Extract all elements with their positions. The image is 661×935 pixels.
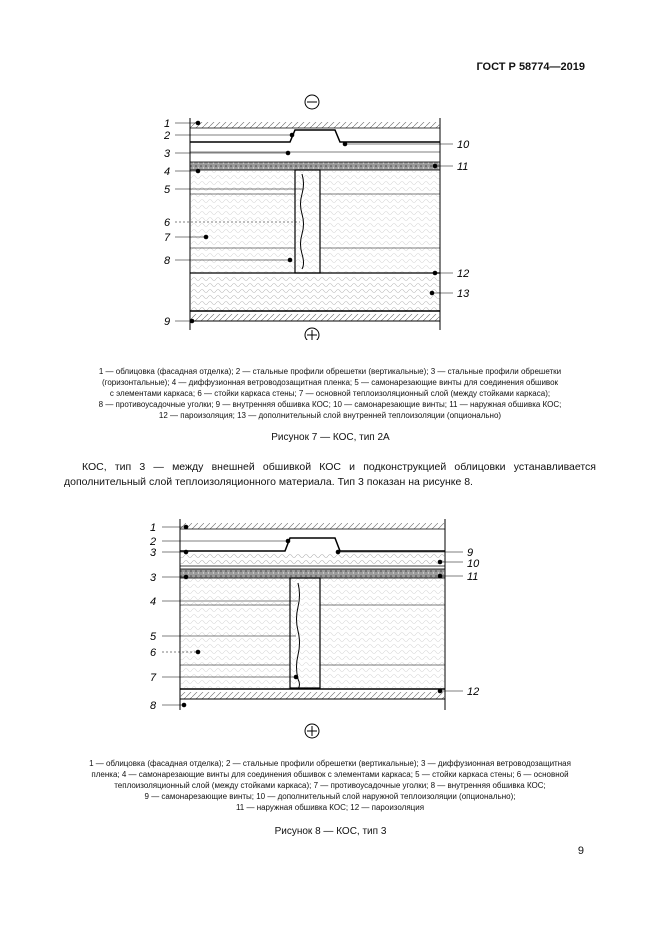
fig8-label-11: 11 <box>467 571 479 583</box>
caption-line: 9 — самонарезающие винты; 10 — дополнительный слой наружной теплоизоляции (опционально); <box>144 792 516 801</box>
caption-line: теплоизоляционный слой (между стойками каркаса); 7 — противоусадочные уголки; 8 — внутренняя обшивка КОС; <box>114 781 546 790</box>
fig8-label-4: 4 <box>150 596 157 608</box>
fig8-label-10: 10 <box>467 558 480 570</box>
fig7-label-4: 4 <box>164 166 171 178</box>
fig8-label-2: 2 <box>150 536 157 548</box>
fig8-label-12: 12 <box>467 686 480 698</box>
fig7-label-10: 10 <box>457 139 470 151</box>
caption-line: с элементами каркаса; 6 — стойки каркаса стены; 7 — основной теплоизоляционный слой (между стойками каркаса); <box>109 389 551 398</box>
figure-8-drawing <box>0 505 661 745</box>
fig7-label-3: 3 <box>164 148 171 160</box>
caption-line: пленка; 4 — самонарезающие винты для соединения обшивок с элементами каркаса; 5 — стойки каркаса стены; 6 — основной <box>91 770 569 779</box>
figure-7 <box>0 90 661 340</box>
fig8-label-9: 9 <box>467 547 474 559</box>
fig7-label-13: 13 <box>457 288 470 300</box>
fig8-label-3a: 3 <box>150 547 157 559</box>
figure-8-title: Рисунок 8 — КОС, тип 3 <box>274 826 387 837</box>
fig7-label-9: 9 <box>164 316 171 328</box>
caption-line: 12 — пароизоляция; 13 — дополнительный слой внутренней теплоизоляции (опционально) <box>158 411 502 420</box>
body-paragraph: КОС, тип 3 — между внешней обшивкой КОС и подконструкцией облицовки устанавливается дополнительный слой теплоизоляционного материала. Тип 3 показан на рисунке 8. <box>64 461 596 488</box>
fig7-label-6: 6 <box>164 217 171 229</box>
fig7-label-8: 8 <box>164 255 171 267</box>
page-number: 9 <box>577 845 584 857</box>
standard-header: ГОСТ Р 58774—2019 <box>476 61 585 73</box>
fig7-label-7: 7 <box>164 232 171 244</box>
fig7-label-1: 1 <box>164 118 171 130</box>
fig7-label-5: 5 <box>164 184 171 196</box>
caption-line: 11 — наружная обшивка КОС; 12 — пароизоляция <box>235 803 425 812</box>
fig7-label-2: 2 <box>164 130 171 142</box>
figure-7-title: Рисунок 7 — КОС, тип 2А <box>271 432 390 443</box>
fig7-label-11: 11 <box>457 161 469 173</box>
caption-line: 1 — облицовка (фасадная отделка); 2 — стальные профили обрешетки (вертикальные); 3 — диффузионная ветроводозащитная <box>89 759 571 768</box>
figure-8 <box>0 505 661 745</box>
fig7-label-12: 12 <box>457 268 470 280</box>
caption-line: (горизонтальные); 4 — диффузионная ветроводозащитная пленка; 5 — самонарезающие винты для соединения обшивок <box>101 378 559 387</box>
fig8-label-7: 7 <box>150 672 157 684</box>
fig8-label-1: 1 <box>150 522 157 534</box>
fig8-label-8: 8 <box>150 700 157 712</box>
figure-7-drawing <box>0 90 661 340</box>
fig8-label-5: 5 <box>150 631 157 643</box>
caption-line: 8 — противоусадочные уголки; 9 — внутренняя обшивка КОС; 10 — самонарезающие винты; 11 — наружная обшивка КОС; <box>98 400 562 409</box>
figure-7-caption <box>60 366 600 421</box>
fig8-label-6: 6 <box>150 647 157 659</box>
fig8-label-3b: 3 <box>150 572 157 584</box>
caption-line: 1 — облицовка (фасадная отделка); 2 — стальные профили обрешетки (вертикальные); 3 — стальные профили обрешетки <box>98 367 562 376</box>
figure-8-caption <box>60 758 600 813</box>
